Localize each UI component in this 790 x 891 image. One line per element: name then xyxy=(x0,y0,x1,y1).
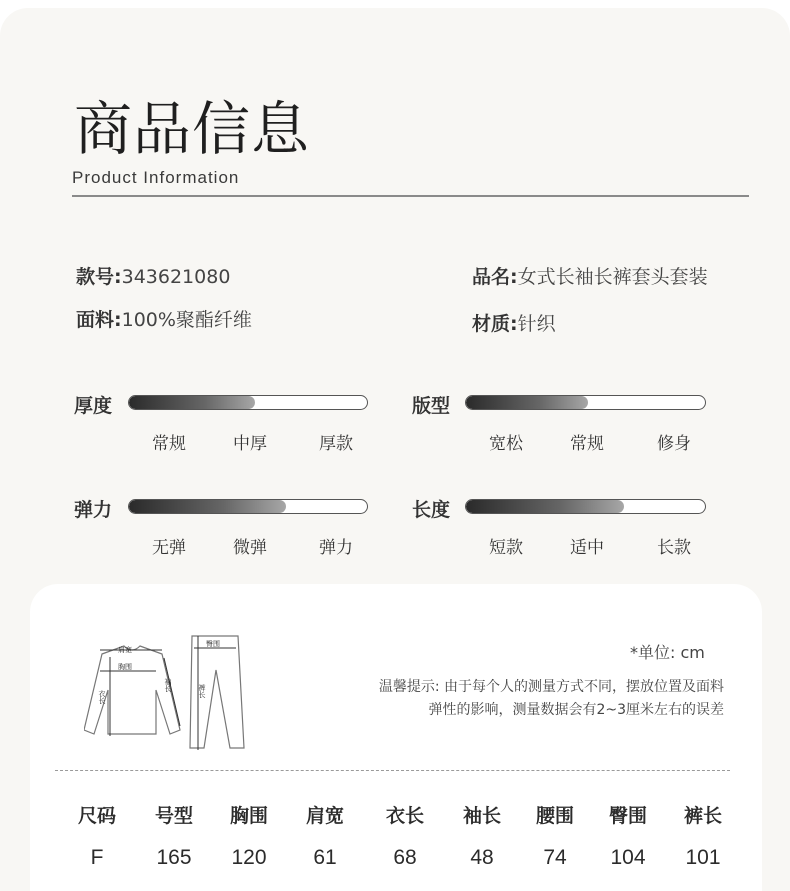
table-header-cell: 腰围 xyxy=(535,805,574,827)
attribute-label: 长度 xyxy=(412,499,451,521)
attribute-scale-track xyxy=(465,395,706,410)
sleeve-measure-line xyxy=(164,658,180,726)
attribute-tick-label: 短款 xyxy=(489,538,523,558)
table-cell: 104 xyxy=(610,846,646,869)
attribute-tick-label: 适中 xyxy=(570,538,604,558)
table-header-cell: 尺码 xyxy=(77,805,116,827)
table-header-cell: 裤长 xyxy=(683,805,722,827)
style-number-label: 款号: xyxy=(76,266,122,288)
attribute-tick-label: 无弹 xyxy=(152,538,186,558)
attribute-scale-fill xyxy=(129,396,255,409)
attribute-scale-track xyxy=(465,499,706,514)
title-divider xyxy=(72,195,749,197)
dashed-divider xyxy=(55,770,730,771)
attribute-tick-label: 微弹 xyxy=(233,538,267,558)
attribute-tick-label: 常规 xyxy=(152,434,186,454)
table-header-cell: 胸围 xyxy=(229,805,268,827)
attribute-scale-fill xyxy=(466,396,588,409)
table-cell: 101 xyxy=(685,846,721,869)
attribute-tick-label: 中厚 xyxy=(233,434,267,454)
material-label: 材质: xyxy=(472,313,518,335)
product-name-value: 女式长袖长裤套头套装 xyxy=(517,266,708,288)
measurement-note-line2: 弹性的影响，测量数据会有2~3厘米左右的误差 xyxy=(428,702,724,718)
page-subtitle: Product Information xyxy=(72,168,240,187)
table-header-cell: 衣长 xyxy=(385,805,424,827)
measurement-note-line1: 温馨提示: 由于每个人的测量方式不同，摆放位置及面料 xyxy=(378,679,724,695)
attribute-tick-label: 常规 xyxy=(570,434,604,454)
chest-label: 胸围 xyxy=(118,663,132,671)
fabric-row xyxy=(76,305,252,332)
material-row xyxy=(472,309,556,336)
length-label: 衣长 xyxy=(98,690,106,704)
measurement-note xyxy=(318,676,724,722)
table-cell: 48 xyxy=(470,846,494,869)
attribute-label: 厚度 xyxy=(74,395,113,417)
attribute-scale-fill xyxy=(129,500,286,513)
attribute-scale-fill xyxy=(466,500,624,513)
table-cell: F xyxy=(90,846,104,869)
attribute-tick-label: 修身 xyxy=(657,434,691,454)
attribute-scale-track xyxy=(128,395,368,410)
attribute-tick-label: 厚款 xyxy=(319,434,353,454)
table-header-cell: 肩宽 xyxy=(305,805,344,827)
table-cell: 120 xyxy=(231,846,267,869)
product-name-label: 品名: xyxy=(472,266,518,288)
material-value: 针织 xyxy=(517,313,556,335)
garment-diagram xyxy=(84,630,254,755)
shoulder-label: 肩宽 xyxy=(118,646,132,654)
fabric-value: 100%聚酯纤维 xyxy=(121,309,252,331)
fabric-label: 面料: xyxy=(76,309,122,331)
table-header-cell: 臀围 xyxy=(608,805,647,827)
attribute-tick-label: 弹力 xyxy=(319,538,353,558)
attribute-tick-label: 宽松 xyxy=(489,434,523,454)
unit-label: *单位: cm xyxy=(630,643,705,662)
attribute-label: 版型 xyxy=(412,395,451,417)
table-cell: 165 xyxy=(156,846,192,869)
table-cell: 68 xyxy=(393,846,417,869)
pants-length-label: 裤长 xyxy=(198,684,206,698)
style-number-value: 343621080 xyxy=(121,266,231,288)
product-name-row xyxy=(472,262,708,289)
table-cell: 61 xyxy=(313,846,337,869)
attribute-tick-label: 长款 xyxy=(657,538,691,558)
hip-label: 臀围 xyxy=(206,640,220,648)
table-cell: 74 xyxy=(543,846,567,869)
attribute-label: 弹力 xyxy=(74,499,113,521)
attribute-scale-track xyxy=(128,499,368,514)
sleeve-label: 袖长 xyxy=(164,678,172,692)
table-header-cell: 号型 xyxy=(154,805,193,827)
table-header-cell: 袖长 xyxy=(462,805,501,827)
style-number-row xyxy=(76,262,230,289)
page-title: 商品信息 xyxy=(74,95,311,163)
